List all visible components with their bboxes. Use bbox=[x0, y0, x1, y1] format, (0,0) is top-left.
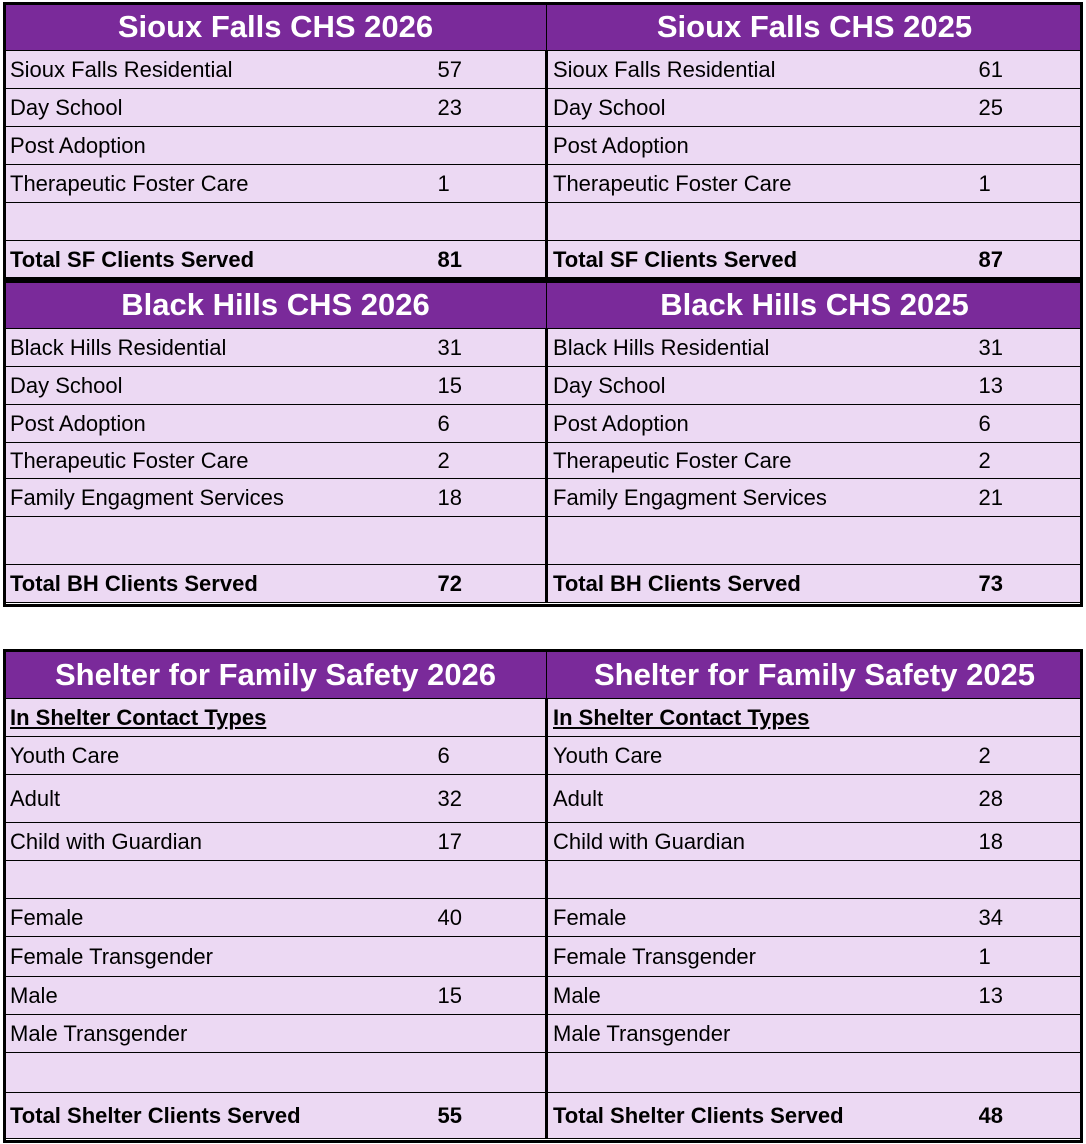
table-row bbox=[5, 367, 1083, 405]
row-label bbox=[547, 861, 979, 899]
total-value: 55 bbox=[438, 1093, 547, 1139]
row-value bbox=[979, 127, 1083, 165]
row-label: Family Engagment Services bbox=[547, 479, 979, 517]
row-label: Day School bbox=[547, 89, 979, 127]
table-row bbox=[5, 775, 1083, 823]
row-label: Day School bbox=[5, 367, 438, 405]
total-value: 87 bbox=[979, 241, 1083, 279]
black-hills-table bbox=[4, 281, 1083, 603]
table-row bbox=[5, 405, 1083, 443]
row-label: Male Transgender bbox=[5, 1015, 438, 1053]
row-value: 1 bbox=[979, 937, 1083, 977]
row-value: 17 bbox=[438, 823, 547, 861]
row-label bbox=[5, 517, 438, 565]
shelter-table bbox=[4, 650, 1083, 1139]
row-value bbox=[438, 1053, 547, 1093]
table-header-row bbox=[5, 651, 1083, 699]
row-label: Post Adoption bbox=[547, 127, 979, 165]
row-label: Sioux Falls Residential bbox=[5, 51, 438, 89]
row-value bbox=[979, 517, 1083, 565]
total-value: 72 bbox=[438, 565, 547, 603]
row-label: Youth Care bbox=[547, 737, 979, 775]
table-row bbox=[5, 899, 1083, 937]
subheading: In Shelter Contact Types bbox=[10, 704, 267, 730]
row-value: 2 bbox=[438, 443, 547, 479]
row-value: 31 bbox=[979, 329, 1083, 367]
row-label: Day School bbox=[5, 89, 438, 127]
row-value: 28 bbox=[979, 775, 1083, 823]
table-title: Sioux Falls CHS 2025 bbox=[547, 4, 1083, 51]
table-row bbox=[5, 203, 1083, 241]
row-label bbox=[547, 517, 979, 565]
table-row bbox=[5, 479, 1083, 517]
row-label: Therapeutic Foster Care bbox=[5, 443, 438, 479]
row-label: Male bbox=[5, 977, 438, 1015]
table-row bbox=[5, 937, 1083, 977]
subheading: In Shelter Contact Types bbox=[553, 704, 810, 730]
table-header-row bbox=[5, 282, 1083, 329]
row-value: 2 bbox=[979, 737, 1083, 775]
row-value bbox=[979, 1053, 1083, 1093]
table-title: Black Hills CHS 2026 bbox=[5, 282, 547, 329]
row-label: Black Hills Residential bbox=[5, 329, 438, 367]
row-value bbox=[979, 861, 1083, 899]
row-value: 15 bbox=[438, 977, 547, 1015]
table-row bbox=[5, 1015, 1083, 1053]
table-row bbox=[5, 329, 1083, 367]
total-row bbox=[5, 565, 1083, 603]
row-label: Male bbox=[547, 977, 979, 1015]
table-header-row bbox=[5, 4, 1083, 51]
row-value bbox=[438, 861, 547, 899]
total-value: 48 bbox=[979, 1093, 1083, 1139]
row-label: Female Transgender bbox=[547, 937, 979, 977]
row-label: Family Engagment Services bbox=[5, 479, 438, 517]
row-label: Black Hills Residential bbox=[547, 329, 979, 367]
total-label: Total BH Clients Served bbox=[547, 565, 979, 603]
row-value: 1 bbox=[438, 165, 547, 203]
row-label: Female bbox=[547, 899, 979, 937]
row-label: Post Adoption bbox=[5, 127, 438, 165]
total-row bbox=[5, 241, 1083, 279]
row-value bbox=[438, 1015, 547, 1053]
row-label bbox=[5, 203, 438, 241]
row-label: Therapeutic Foster Care bbox=[5, 165, 438, 203]
total-label: Total Shelter Clients Served bbox=[547, 1093, 979, 1139]
table-row bbox=[5, 737, 1083, 775]
row-label bbox=[547, 1053, 979, 1093]
row-value: 6 bbox=[438, 737, 547, 775]
row-label: Child with Guardian bbox=[547, 823, 979, 861]
total-label: Total SF Clients Served bbox=[5, 241, 438, 279]
row-value: 18 bbox=[438, 479, 547, 517]
row-value: 2 bbox=[979, 443, 1083, 479]
table-row bbox=[5, 517, 1083, 565]
total-label: Total BH Clients Served bbox=[5, 565, 438, 603]
row-value: 13 bbox=[979, 977, 1083, 1015]
table-row bbox=[5, 165, 1083, 203]
row-value: 34 bbox=[979, 899, 1083, 937]
total-label: Total SF Clients Served bbox=[547, 241, 979, 279]
row-value bbox=[438, 937, 547, 977]
sioux-falls-table bbox=[4, 3, 1083, 279]
row-value: 6 bbox=[438, 405, 547, 443]
row-value: 25 bbox=[979, 89, 1083, 127]
row-value: 6 bbox=[979, 405, 1083, 443]
row-label: Male Transgender bbox=[547, 1015, 979, 1053]
row-label bbox=[5, 861, 438, 899]
table-title: Sioux Falls CHS 2026 bbox=[5, 4, 547, 51]
row-value: 57 bbox=[438, 51, 547, 89]
row-value: 31 bbox=[438, 329, 547, 367]
total-value: 81 bbox=[438, 241, 547, 279]
row-value: 21 bbox=[979, 479, 1083, 517]
row-value bbox=[438, 517, 547, 565]
row-value: 23 bbox=[438, 89, 547, 127]
row-value bbox=[438, 203, 547, 241]
row-label: Day School bbox=[547, 367, 979, 405]
row-value bbox=[979, 1015, 1083, 1053]
row-value bbox=[979, 203, 1083, 241]
row-label: Female bbox=[5, 899, 438, 937]
table-title: Black Hills CHS 2025 bbox=[547, 282, 1083, 329]
total-row bbox=[5, 1093, 1083, 1139]
table-row bbox=[5, 51, 1083, 89]
table-title: Shelter for Family Safety 2025 bbox=[547, 651, 1083, 699]
total-label: Total Shelter Clients Served bbox=[5, 1093, 438, 1139]
row-label: Child with Guardian bbox=[5, 823, 438, 861]
row-label: Adult bbox=[5, 775, 438, 823]
table-row bbox=[5, 1053, 1083, 1093]
row-label: Youth Care bbox=[5, 737, 438, 775]
row-label: Post Adoption bbox=[5, 405, 438, 443]
table-row bbox=[5, 977, 1083, 1015]
subheading-row bbox=[5, 699, 1083, 737]
row-value: 15 bbox=[438, 367, 547, 405]
row-value: 40 bbox=[438, 899, 547, 937]
row-label: Therapeutic Foster Care bbox=[547, 443, 979, 479]
row-value bbox=[438, 127, 547, 165]
table-row bbox=[5, 861, 1083, 899]
row-value: 18 bbox=[979, 823, 1083, 861]
table-title: Shelter for Family Safety 2026 bbox=[5, 651, 547, 699]
row-value: 61 bbox=[979, 51, 1083, 89]
row-label: Therapeutic Foster Care bbox=[547, 165, 979, 203]
row-label: Post Adoption bbox=[547, 405, 979, 443]
table-row bbox=[5, 127, 1083, 165]
row-label bbox=[547, 203, 979, 241]
row-label: Sioux Falls Residential bbox=[547, 51, 979, 89]
row-value: 1 bbox=[979, 165, 1083, 203]
row-label bbox=[5, 1053, 438, 1093]
row-value: 13 bbox=[979, 367, 1083, 405]
row-label: Adult bbox=[547, 775, 979, 823]
row-label: Female Transgender bbox=[5, 937, 438, 977]
row-value: 32 bbox=[438, 775, 547, 823]
table-row bbox=[5, 89, 1083, 127]
total-value: 73 bbox=[979, 565, 1083, 603]
table-row bbox=[5, 443, 1083, 479]
table-row bbox=[5, 823, 1083, 861]
